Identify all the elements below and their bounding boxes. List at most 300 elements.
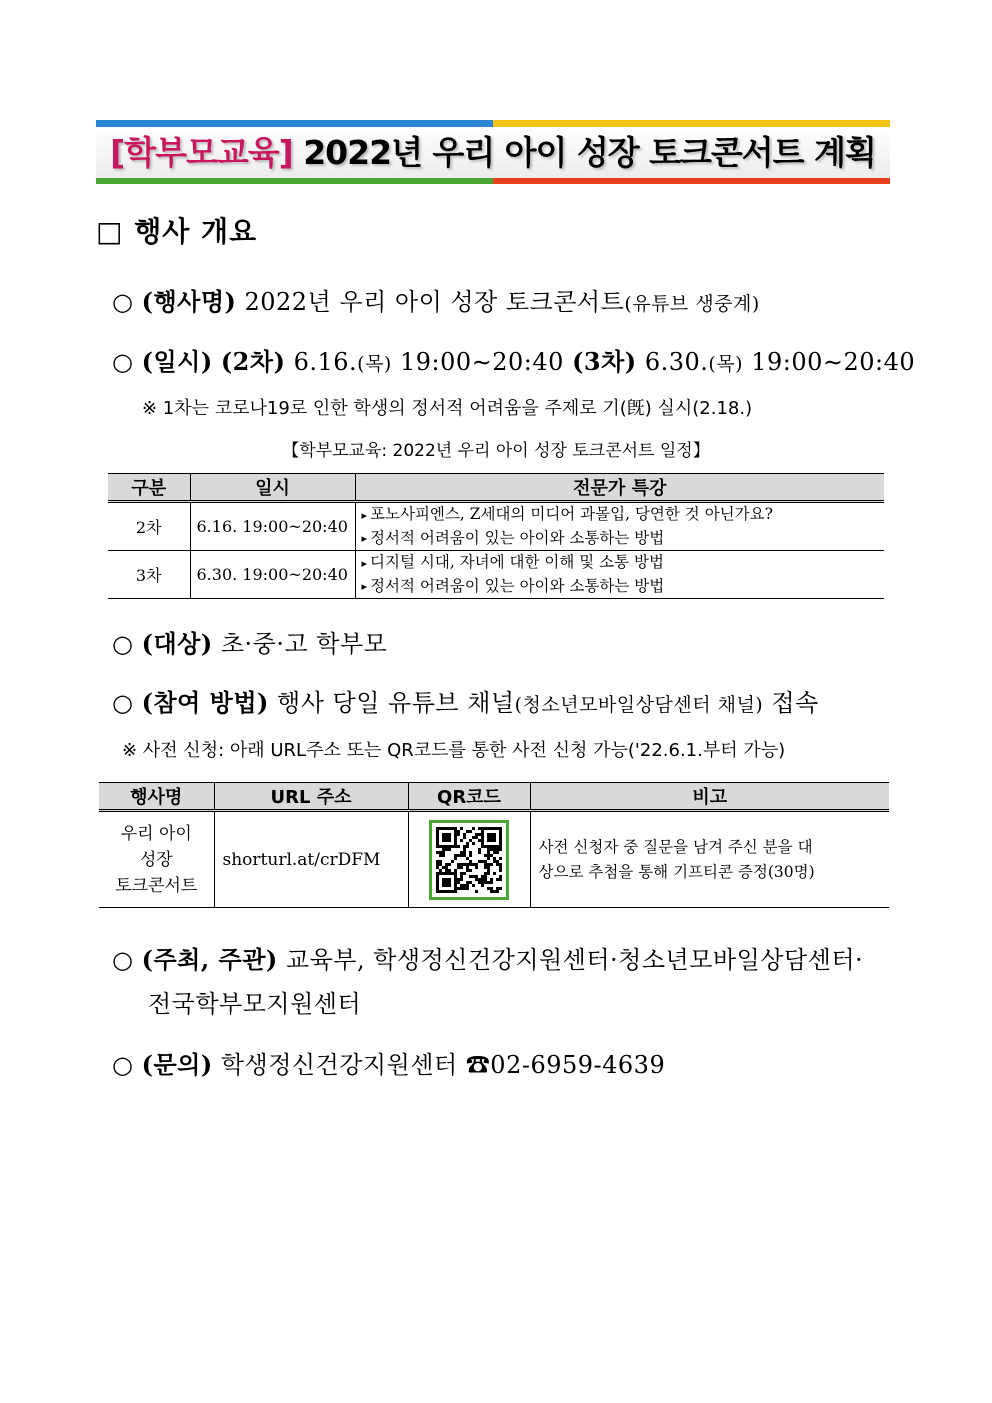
qr-module <box>454 881 457 884</box>
banner-bar-yellow <box>493 120 890 127</box>
qr-module <box>457 830 460 833</box>
qr-module <box>484 878 487 881</box>
qr-module <box>475 833 478 836</box>
target-text: 초·중·고 학부모 <box>220 630 388 658</box>
qr-module <box>481 881 484 884</box>
remarks-cell <box>530 811 889 908</box>
qr-module <box>469 860 472 863</box>
column-header: 구분 <box>108 474 190 502</box>
event-name-suffix: (유튜브 생중계) <box>624 293 760 315</box>
qr-module <box>493 827 496 830</box>
lecture-cell <box>355 551 884 599</box>
qr-module <box>454 854 457 857</box>
qr-module <box>439 827 442 830</box>
qr-module <box>469 830 472 833</box>
qr-module <box>454 842 457 845</box>
schedule-item <box>112 342 915 377</box>
participation-tail: 접속 <box>771 689 819 717</box>
qr-module <box>469 869 472 872</box>
qr-module <box>451 890 454 893</box>
qr-module <box>466 857 469 860</box>
qr-module <box>493 857 496 860</box>
column-header: 행사명 <box>99 783 214 811</box>
qr-module <box>499 878 502 881</box>
qr-module <box>499 866 502 869</box>
table-row <box>99 811 889 908</box>
qr-module <box>451 827 454 830</box>
lecture-cell <box>355 502 884 551</box>
qr-module <box>487 827 490 830</box>
lecture-item <box>362 527 879 551</box>
qr-module <box>484 854 487 857</box>
qr-module <box>487 845 490 848</box>
event-name-text: 2022년 우리 아이 성장 토크콘서트 <box>244 288 625 316</box>
qr-module <box>436 842 439 845</box>
qr-module <box>463 848 466 851</box>
qr-module <box>460 839 463 842</box>
qr-module <box>463 845 466 848</box>
qr-module <box>460 872 463 875</box>
qr-module <box>496 863 499 866</box>
qr-module <box>493 890 496 893</box>
inquiry-text: 학생정신건강지원센터 <box>220 1051 458 1079</box>
lecture-item <box>362 551 879 575</box>
qr-module <box>499 857 502 860</box>
qr-module <box>469 839 472 842</box>
qr-module <box>451 845 454 848</box>
qr-module <box>448 884 451 887</box>
qr-module <box>445 869 448 872</box>
qr-module <box>487 887 490 890</box>
page-title <box>96 127 890 178</box>
round3-time: 19:00∼20:40 <box>751 348 916 376</box>
qr-module <box>454 839 457 842</box>
qr-module <box>454 884 457 887</box>
qr-module <box>457 866 460 869</box>
round2-label: (2차) <box>220 347 286 376</box>
column-header: 비고 <box>530 783 889 811</box>
participation-note: ※ 사전 신청: 아래 URL주소 또는 QR코드를 통한 사전 신청 가능('22.6.1.부터 가능) <box>122 740 786 761</box>
qr-module <box>475 890 478 893</box>
qr-module <box>451 872 454 875</box>
round2-date: 6.16. <box>293 348 358 376</box>
qr-module <box>454 875 457 878</box>
qr-module <box>457 881 460 884</box>
qr-module <box>466 887 469 890</box>
qr-module <box>487 833 490 836</box>
inquiry-item <box>112 1045 665 1080</box>
qr-module <box>442 884 445 887</box>
qr-module <box>445 836 448 839</box>
qr-module <box>481 833 484 836</box>
qr-module <box>493 848 496 851</box>
qr-module <box>466 845 469 848</box>
qr-module <box>436 887 439 890</box>
round2-day: (목) <box>357 353 392 375</box>
qr-module <box>448 872 451 875</box>
qr-module <box>442 851 445 854</box>
qr-module <box>442 839 445 842</box>
qr-module <box>490 863 493 866</box>
qr-module <box>445 881 448 884</box>
qr-module <box>499 827 502 830</box>
qr-module <box>499 845 502 848</box>
qr-module <box>445 839 448 842</box>
qr-module <box>454 830 457 833</box>
qr-module <box>445 884 448 887</box>
qr-module <box>457 845 460 848</box>
qr-module <box>472 827 475 830</box>
qr-module <box>463 833 466 836</box>
qr-module <box>439 845 442 848</box>
qr-module <box>454 869 457 872</box>
section-heading: □ 행사 개요 <box>96 215 258 248</box>
qr-module <box>445 872 448 875</box>
qr-module <box>460 863 463 866</box>
datetime-cell: 6.30. 19:00~20:40 <box>190 551 355 599</box>
qr-module <box>445 863 448 866</box>
qr-module <box>487 863 490 866</box>
qr-module <box>442 890 445 893</box>
qr-module <box>499 833 502 836</box>
qr-module <box>442 866 445 869</box>
participation-label: (참여 방법) <box>141 688 269 717</box>
qr-module <box>487 872 490 875</box>
qr-module <box>442 845 445 848</box>
qr-module <box>457 878 460 881</box>
qr-module <box>436 863 439 866</box>
qr-module <box>466 863 469 866</box>
table-header-row <box>108 474 884 502</box>
qr-module <box>463 836 466 839</box>
qr-module <box>436 884 439 887</box>
organizers-line2: 전국학부모지원센터 <box>148 990 362 1018</box>
qr-module <box>493 836 496 839</box>
target-label: (대상) <box>141 629 213 658</box>
qr-code-icon <box>436 827 502 893</box>
title-main: 2022년 우리 아이 성장 토크콘서트 계획 <box>292 133 876 172</box>
participation-suffix: (청소년모바일상담센터 채널) <box>514 694 764 716</box>
table-row <box>108 551 884 599</box>
lecture-text: 포노사피엔스, Z세대의 미디어 과몰입, 당연한 것 아닌가요? <box>370 505 773 523</box>
qr-module <box>481 875 484 878</box>
table-row <box>108 502 884 551</box>
event-name-line: 성장 <box>139 849 173 870</box>
qr-module <box>442 854 445 857</box>
qr-module <box>460 884 463 887</box>
table1-caption: 【학부모교육: 2022년 우리 아이 성장 토크콘서트 일정】 <box>282 441 710 461</box>
qr-module <box>466 842 469 845</box>
qr-module <box>478 881 481 884</box>
participation-item <box>112 683 819 718</box>
column-header: QR코드 <box>408 783 530 811</box>
qr-module <box>493 860 496 863</box>
qr-module <box>454 890 457 893</box>
qr-module <box>448 890 451 893</box>
qr-module <box>496 851 499 854</box>
qr-module <box>463 887 466 890</box>
qr-module <box>490 833 493 836</box>
qr-module <box>463 872 466 875</box>
banner-bar-blue <box>96 120 493 127</box>
qr-module <box>484 863 487 866</box>
qr-module <box>436 860 439 863</box>
column-header: 일시 <box>190 474 355 502</box>
qr-module <box>487 881 490 884</box>
qr-module <box>493 839 496 842</box>
qr-module <box>481 827 484 830</box>
lecture-text: 정서적 어려움이 있는 아이와 소통하는 방법 <box>370 528 665 547</box>
registration-table <box>99 782 889 908</box>
qr-module <box>463 854 466 857</box>
qr-module <box>445 827 448 830</box>
lecture-item <box>362 575 879 599</box>
qr-module <box>436 839 439 842</box>
qr-module <box>481 839 484 842</box>
triangle-bullet-icon: ▸ <box>361 580 368 593</box>
qr-module <box>469 881 472 884</box>
qr-module <box>499 848 502 851</box>
qr-module <box>454 836 457 839</box>
qr-module <box>469 875 472 878</box>
qr-module <box>463 884 466 887</box>
qr-module <box>472 884 475 887</box>
qr-module <box>490 845 493 848</box>
qr-module <box>490 881 493 884</box>
qr-module <box>499 836 502 839</box>
lecture-text: 정서적 어려움이 있는 아이와 소통하는 방법 <box>370 576 665 595</box>
datetime-cell: 6.16. 19:00~20:40 <box>190 502 355 551</box>
qr-module <box>460 887 463 890</box>
qr-module <box>499 839 502 842</box>
qr-module <box>436 830 439 833</box>
inquiry-phone: ☎02-6959-4639 <box>465 1051 666 1079</box>
bullet: ○ <box>112 630 134 658</box>
qr-module <box>454 833 457 836</box>
qr-module <box>472 875 475 878</box>
qr-module <box>466 866 469 869</box>
qr-module <box>487 848 490 851</box>
qr-module <box>436 845 439 848</box>
qr-module <box>475 875 478 878</box>
qr-module <box>436 833 439 836</box>
qr-module <box>439 890 442 893</box>
schedule-label: (일시) <box>141 347 213 376</box>
qr-module <box>496 860 499 863</box>
table-header-row <box>99 783 889 811</box>
qr-module <box>454 887 457 890</box>
qr-module <box>490 827 493 830</box>
bullet: ○ <box>112 1051 134 1079</box>
qr-module <box>448 878 451 881</box>
qr-module <box>448 869 451 872</box>
qr-module <box>493 833 496 836</box>
qr-module <box>499 863 502 866</box>
event-name-item <box>112 282 760 317</box>
qr-module <box>490 854 493 857</box>
qr-module <box>439 860 442 863</box>
bullet: ○ <box>112 946 134 974</box>
qr-module <box>499 869 502 872</box>
qr-module <box>436 890 439 893</box>
title-banner <box>96 120 890 184</box>
qr-module <box>472 842 475 845</box>
qr-module <box>466 869 469 872</box>
qr-module <box>445 866 448 869</box>
qr-module <box>466 881 469 884</box>
triangle-bullet-icon: ▸ <box>361 508 368 522</box>
qr-module <box>484 881 487 884</box>
qr-module <box>478 851 481 854</box>
qr-module <box>445 833 448 836</box>
qr-module <box>499 842 502 845</box>
qr-module <box>454 872 457 875</box>
qr-module <box>499 875 502 878</box>
qr-module <box>436 881 439 884</box>
qr-module <box>448 839 451 842</box>
qr-module <box>484 875 487 878</box>
qr-module <box>481 860 484 863</box>
event-name-cell <box>99 811 214 908</box>
qr-module <box>481 842 484 845</box>
qr-module <box>484 872 487 875</box>
bullet: ○ <box>112 348 134 376</box>
registration-url-link[interactable]: shorturl.at/crDFM <box>222 849 381 870</box>
qr-module <box>478 827 481 830</box>
organizers-line1: 교육부, 학생정신건강지원센터·청소년모바일상담센터· <box>285 946 864 974</box>
round-cell: 2차 <box>108 502 190 551</box>
lecture-item <box>362 503 879 527</box>
column-header: URL 주소 <box>214 783 408 811</box>
qr-module <box>460 851 463 854</box>
qr-module <box>493 872 496 875</box>
qr-module <box>484 866 487 869</box>
qr-module <box>460 875 463 878</box>
inquiry-label: (문의) <box>141 1050 213 1079</box>
qr-module <box>439 863 442 866</box>
qr-module <box>475 866 478 869</box>
qr-module <box>442 872 445 875</box>
qr-module <box>442 827 445 830</box>
event-name-line: 우리 아이 <box>120 823 192 844</box>
qr-module <box>439 851 442 854</box>
qr-module <box>460 827 463 830</box>
qr-module <box>478 878 481 881</box>
qr-module <box>484 827 487 830</box>
triangle-bullet-icon: ▸ <box>361 556 368 570</box>
qr-module <box>454 878 457 881</box>
qr-module <box>493 845 496 848</box>
qr-module <box>457 854 460 857</box>
qr-module <box>496 890 499 893</box>
banner-bar-red <box>493 178 890 184</box>
event-name-line: 토크콘서트 <box>115 875 198 896</box>
schedule-table <box>108 473 884 599</box>
qr-module <box>448 827 451 830</box>
qr-module <box>490 848 493 851</box>
qr-module <box>475 836 478 839</box>
qr-module <box>448 881 451 884</box>
qr-module <box>484 860 487 863</box>
qr-module <box>439 869 442 872</box>
qr-module <box>472 836 475 839</box>
qr-module <box>442 836 445 839</box>
qr-module <box>460 866 463 869</box>
qr-module <box>442 878 445 881</box>
qr-module <box>448 833 451 836</box>
remarks-line: 상으로 추첨을 통해 기프티콘 증정(30명) <box>538 862 815 881</box>
qr-module <box>469 851 472 854</box>
qr-module <box>490 878 493 881</box>
qr-module <box>436 872 439 875</box>
qr-module <box>490 887 493 890</box>
column-header: 전문가 특강 <box>355 474 884 502</box>
bullet: ○ <box>112 689 134 717</box>
qr-module <box>475 878 478 881</box>
qr-module <box>439 872 442 875</box>
qr-module <box>487 866 490 869</box>
qr-module <box>466 884 469 887</box>
organizers-label: (주최, 주관) <box>141 945 278 974</box>
lecture-text: 디지털 시대, 자녀에 대한 이해 및 소통 방법 <box>370 553 664 571</box>
qr-module <box>448 848 451 851</box>
qr-module <box>487 839 490 842</box>
qr-module <box>436 836 439 839</box>
qr-code[interactable] <box>429 820 509 900</box>
banner-bar-green <box>96 178 493 184</box>
qr-cell <box>408 811 530 908</box>
qr-module <box>445 848 448 851</box>
qr-module <box>496 848 499 851</box>
qr-module <box>445 878 448 881</box>
schedule-note: ※ 1차는 코로나19로 인한 학생의 정서적 어려움을 주제로 기(旣) 실시(2.18.) <box>142 398 753 419</box>
qr-module <box>487 851 490 854</box>
qr-module <box>436 866 439 869</box>
qr-module <box>445 845 448 848</box>
qr-module <box>481 830 484 833</box>
qr-module <box>487 857 490 860</box>
qr-module <box>469 854 472 857</box>
participation-text: 행사 당일 유튜브 채널 <box>277 689 515 717</box>
qr-module <box>454 845 457 848</box>
round3-label: (3차) <box>572 347 637 376</box>
qr-module <box>496 845 499 848</box>
qr-module <box>460 854 463 857</box>
qr-module <box>493 851 496 854</box>
round2-time: 19:00∼20:40 <box>399 348 564 376</box>
qr-module <box>469 863 472 866</box>
qr-module <box>478 833 481 836</box>
target-item <box>112 624 387 659</box>
qr-module <box>478 839 481 842</box>
qr-module <box>481 878 484 881</box>
qr-module <box>457 863 460 866</box>
url-cell <box>214 811 408 908</box>
qr-module <box>448 845 451 848</box>
qr-module <box>439 854 442 857</box>
event-name-label: (행사명) <box>141 287 237 316</box>
qr-module <box>481 845 484 848</box>
remarks-line: 사전 신청자 중 질문을 남겨 주신 분을 대 <box>538 837 813 856</box>
qr-module <box>496 887 499 890</box>
qr-module <box>442 833 445 836</box>
qr-module <box>499 830 502 833</box>
qr-module <box>478 848 481 851</box>
qr-module <box>475 863 478 866</box>
qr-module <box>457 887 460 890</box>
qr-module <box>472 863 475 866</box>
qr-module <box>484 845 487 848</box>
